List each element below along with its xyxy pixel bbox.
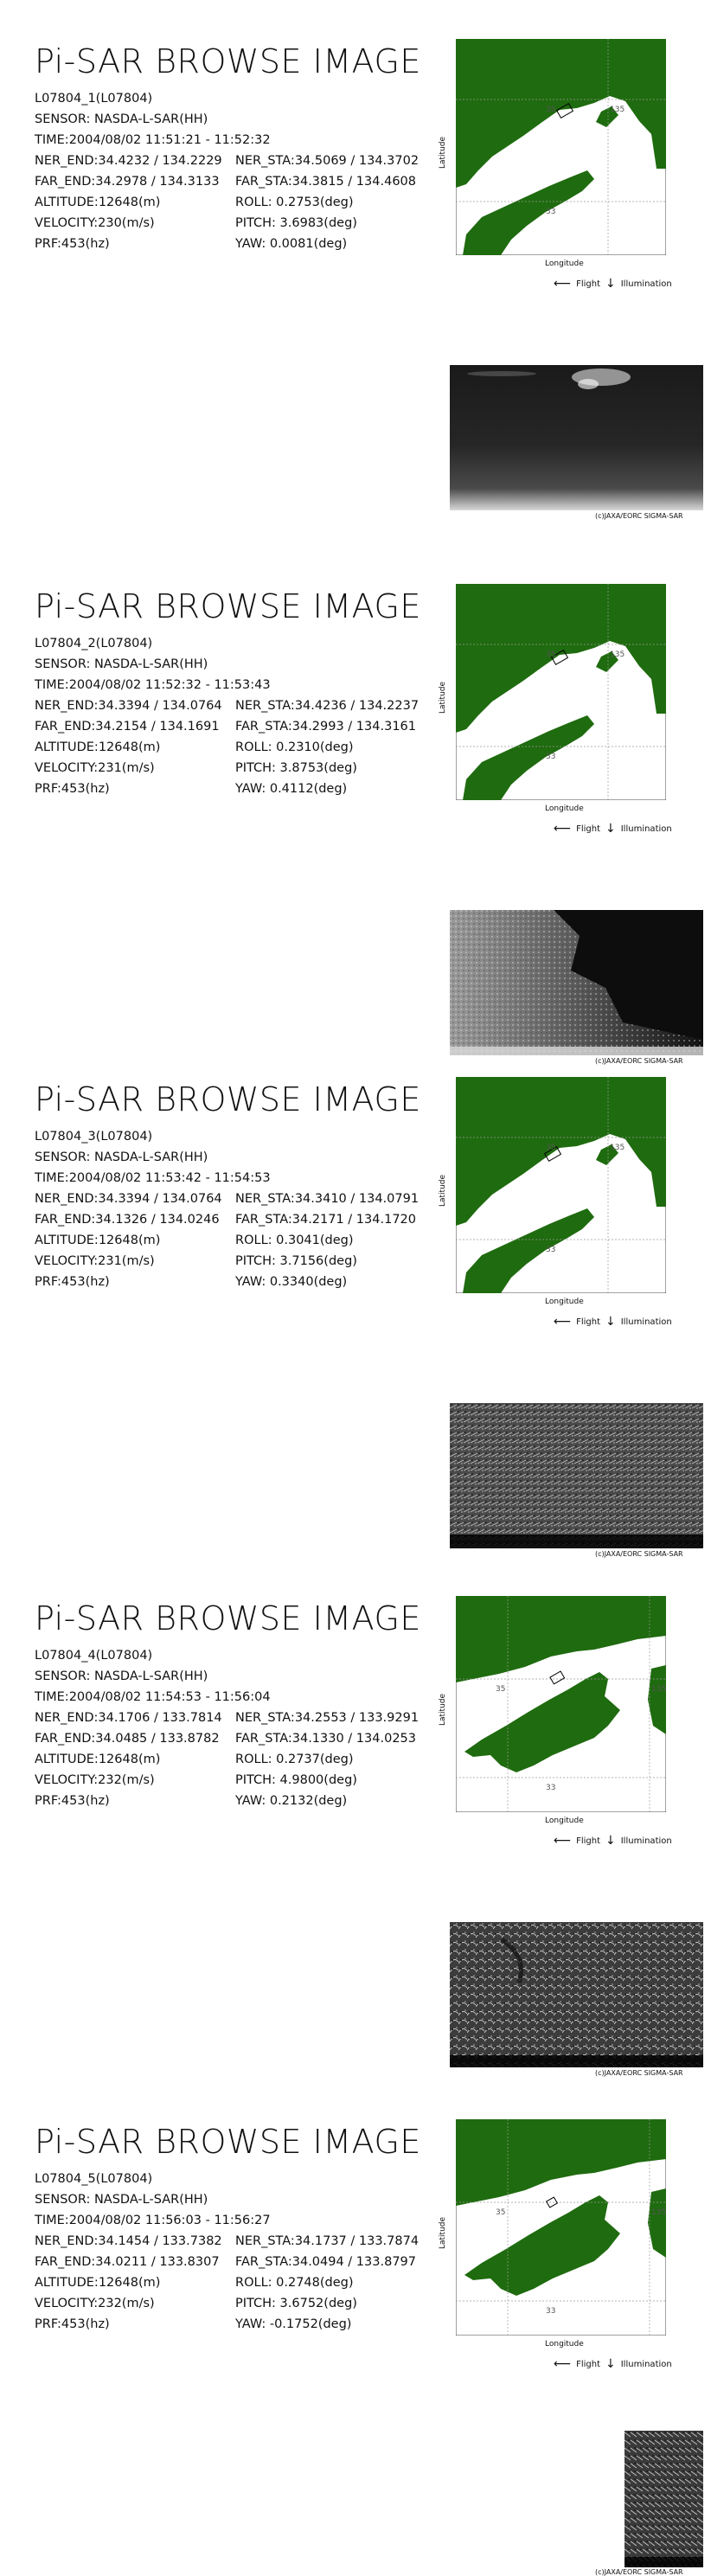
velocity: VELOCITY:230(m/s) bbox=[35, 216, 155, 230]
far-sta: FAR_STA:34.0494 / 133.8797 bbox=[235, 2255, 416, 2269]
sar-image bbox=[450, 1403, 703, 1548]
far-end: FAR_END:34.1326 / 134.0246 bbox=[35, 1213, 220, 1227]
pitch: PITCH: 3.7156(deg) bbox=[235, 1254, 357, 1268]
sensor-text: SENSOR: NASDA-L-SAR(HH) bbox=[35, 657, 208, 671]
longitude-label: Longitude bbox=[545, 1298, 584, 1306]
far-end: FAR_END:34.2154 / 134.1691 bbox=[35, 720, 220, 734]
far-end: FAR_END:34.0211 / 133.8307 bbox=[35, 2255, 220, 2269]
illumination-label: Illumination bbox=[620, 2359, 672, 2369]
altitude: ALTITUDE:12648(m) bbox=[35, 195, 161, 209]
scene-id: L07804_5(L07804) bbox=[35, 2172, 153, 2186]
ner-end: NER_END:34.1706 / 133.7814 bbox=[35, 1711, 222, 1725]
far-end: FAR_END:34.2978 / 134.3133 bbox=[35, 175, 220, 189]
flight-label: Flight bbox=[576, 2359, 600, 2369]
time-text: TIME:2004/08/02 11:54:53 - 11:56:04 bbox=[35, 1690, 271, 1704]
browse-entry-1 bbox=[0, 0, 711, 520]
illumination-label: Illumination bbox=[620, 1836, 672, 1846]
tick-135: 135 bbox=[651, 2208, 666, 2217]
arrow-left-icon: ⟵ bbox=[554, 822, 572, 836]
copyright-credit: (c)JAXA/EORC SIGMA-SAR bbox=[595, 512, 683, 520]
illumination-label: Illumination bbox=[620, 1317, 672, 1327]
sar-image bbox=[450, 910, 703, 1055]
sensor-text: SENSOR: NASDA-L-SAR(HH) bbox=[35, 112, 208, 126]
arrow-down-icon: ↓ bbox=[605, 822, 616, 836]
scene-info bbox=[35, 1126, 271, 1189]
longitude-label: Longitude bbox=[545, 2340, 584, 2349]
prf: PRF:453(hz) bbox=[35, 782, 110, 796]
sensor-text: SENSOR: NASDA-L-SAR(HH) bbox=[35, 2193, 208, 2207]
copyright-credit: (c)JAXA/EORC SIGMA-SAR bbox=[595, 1057, 683, 1065]
tick-35: 35 bbox=[496, 2208, 506, 2217]
sar-image bbox=[450, 365, 703, 510]
sar-image bbox=[625, 2431, 703, 2567]
latitude-label: Latitude bbox=[439, 2216, 447, 2249]
prf: PRF:453(hz) bbox=[35, 237, 110, 251]
yaw: YAW: 0.4112(deg) bbox=[235, 782, 348, 796]
tick-33: 33 bbox=[546, 2307, 556, 2316]
yaw: YAW: 0.2132(deg) bbox=[235, 1794, 348, 1808]
ner-sta: NER_STA:34.2553 / 133.9291 bbox=[235, 1711, 420, 1725]
browse-entry-5 bbox=[0, 2080, 711, 2576]
latitude-label: Latitude bbox=[439, 1693, 447, 1726]
scene-id: L07804_2(L07804) bbox=[35, 637, 153, 650]
far-sta: FAR_STA:34.3815 / 134.4608 bbox=[235, 175, 416, 189]
browse-entry-2 bbox=[0, 545, 711, 1065]
far-sta: FAR_STA:34.1330 / 134.0253 bbox=[235, 1732, 416, 1746]
altitude: ALTITUDE:12648(m) bbox=[35, 1753, 161, 1766]
ner-sta: NER_STA:34.4236 / 134.2237 bbox=[235, 699, 420, 713]
arrow-left-icon: ⟵ bbox=[554, 1315, 572, 1329]
sensor-text: SENSOR: NASDA-L-SAR(HH) bbox=[35, 1669, 208, 1683]
time-text: TIME:2004/08/02 11:51:21 - 11:52:32 bbox=[35, 133, 271, 147]
velocity: VELOCITY:232(m/s) bbox=[35, 1773, 155, 1787]
ner-end: NER_END:34.3394 / 134.0764 bbox=[35, 699, 222, 713]
roll: ROLL: 0.2748(deg) bbox=[235, 2276, 354, 2290]
yaw: YAW: 0.3340(deg) bbox=[235, 1275, 348, 1289]
illumination-label: Illumination bbox=[620, 279, 672, 289]
prf: PRF:453(hz) bbox=[35, 1794, 110, 1808]
flight-parameters bbox=[35, 695, 419, 799]
flight-parameters bbox=[35, 151, 419, 254]
direction-legend bbox=[554, 277, 672, 291]
velocity: VELOCITY:232(m/s) bbox=[35, 2297, 155, 2310]
page-title: Pi-SAR BROWSE IMAGE bbox=[35, 42, 421, 80]
scene-id: L07804_1(L07804) bbox=[35, 92, 153, 106]
tick-135: 135 bbox=[610, 106, 625, 114]
tick-33: 33 bbox=[546, 1246, 556, 1254]
location-map bbox=[456, 584, 666, 800]
tick-33: 33 bbox=[546, 753, 556, 761]
altitude: ALTITUDE:12648(m) bbox=[35, 740, 161, 754]
scene-info bbox=[35, 2169, 271, 2231]
yaw: YAW: -0.1752(deg) bbox=[235, 2317, 352, 2331]
arrow-down-icon: ↓ bbox=[605, 1315, 616, 1329]
tick-35: 35 bbox=[546, 1144, 556, 1152]
tick-135: 135 bbox=[610, 650, 625, 659]
direction-legend bbox=[554, 1315, 672, 1329]
tick-135: 135 bbox=[651, 1685, 666, 1694]
location-map bbox=[456, 39, 666, 255]
latitude-label: Latitude bbox=[439, 681, 447, 714]
scene-info bbox=[35, 1645, 271, 1708]
page-title: Pi-SAR BROWSE IMAGE bbox=[35, 1080, 421, 1118]
direction-legend bbox=[554, 822, 672, 836]
pitch: PITCH: 3.8753(deg) bbox=[235, 761, 357, 775]
time-text: TIME:2004/08/02 11:53:42 - 11:54:53 bbox=[35, 1171, 271, 1185]
tick-33: 33 bbox=[546, 208, 556, 216]
flight-label: Flight bbox=[576, 1317, 600, 1327]
ner-end: NER_END:34.1454 / 133.7382 bbox=[35, 2234, 222, 2248]
tick-135: 135 bbox=[610, 1144, 625, 1152]
page-title: Pi-SAR BROWSE IMAGE bbox=[35, 1599, 421, 1637]
browse-entry-3 bbox=[0, 1038, 711, 1558]
tick-35: 35 bbox=[546, 106, 556, 114]
page-title: Pi-SAR BROWSE IMAGE bbox=[35, 2123, 421, 2161]
far-end: FAR_END:34.0485 / 133.8782 bbox=[35, 1732, 220, 1746]
latitude-label: Latitude bbox=[439, 136, 447, 169]
browse-entry-4 bbox=[0, 1557, 711, 2077]
flight-parameters bbox=[35, 1708, 419, 1811]
copyright-credit: (c)JAXA/EORC SIGMA-SAR bbox=[595, 1550, 683, 1558]
tick-35: 35 bbox=[496, 1685, 506, 1694]
velocity: VELOCITY:231(m/s) bbox=[35, 1254, 155, 1268]
scene-id: L07804_3(L07804) bbox=[35, 1130, 153, 1144]
tick-33: 33 bbox=[546, 1784, 556, 1792]
altitude: ALTITUDE:12648(m) bbox=[35, 2276, 161, 2290]
latitude-label: Latitude bbox=[439, 1174, 447, 1207]
time-text: TIME:2004/08/02 11:56:03 - 11:56:27 bbox=[35, 2214, 271, 2227]
flight-label: Flight bbox=[576, 1836, 600, 1846]
ner-end: NER_END:34.4232 / 134.2229 bbox=[35, 154, 222, 168]
ner-sta: NER_STA:34.1737 / 133.7874 bbox=[235, 2234, 420, 2248]
yaw: YAW: 0.0081(deg) bbox=[235, 237, 348, 251]
far-sta: FAR_STA:34.2171 / 134.1720 bbox=[235, 1213, 416, 1227]
sar-image bbox=[450, 1922, 703, 2067]
page-title: Pi-SAR BROWSE IMAGE bbox=[35, 587, 421, 625]
arrow-down-icon: ↓ bbox=[605, 277, 616, 291]
pitch: PITCH: 4.9800(deg) bbox=[235, 1773, 357, 1787]
flight-label: Flight bbox=[576, 823, 600, 834]
pitch: PITCH: 3.6752(deg) bbox=[235, 2297, 357, 2310]
sensor-text: SENSOR: NASDA-L-SAR(HH) bbox=[35, 1150, 208, 1164]
roll: ROLL: 0.2737(deg) bbox=[235, 1753, 354, 1766]
direction-legend bbox=[554, 1834, 672, 1848]
copyright-credit: (c)JAXA/EORC SIGMA-SAR bbox=[595, 2069, 683, 2077]
roll: ROLL: 0.3041(deg) bbox=[235, 1234, 354, 1247]
time-text: TIME:2004/08/02 11:52:32 - 11:53:43 bbox=[35, 678, 271, 692]
velocity: VELOCITY:231(m/s) bbox=[35, 761, 155, 775]
ner-sta: NER_STA:34.3410 / 134.0791 bbox=[235, 1192, 420, 1206]
scene-id: L07804_4(L07804) bbox=[35, 1649, 153, 1663]
arrow-left-icon: ⟵ bbox=[554, 277, 572, 291]
copyright-credit: (c)JAXA/EORC SIGMA-SAR bbox=[595, 2568, 683, 2576]
arrow-left-icon: ⟵ bbox=[554, 2357, 572, 2371]
scene-info bbox=[35, 88, 271, 151]
arrow-down-icon: ↓ bbox=[605, 2357, 616, 2371]
far-sta: FAR_STA:34.2993 / 134.3161 bbox=[235, 720, 416, 734]
tick-35: 35 bbox=[546, 650, 556, 659]
arrow-left-icon: ⟵ bbox=[554, 1834, 572, 1848]
longitude-label: Longitude bbox=[545, 804, 584, 813]
arrow-down-icon: ↓ bbox=[605, 1834, 616, 1848]
prf: PRF:453(hz) bbox=[35, 1275, 110, 1289]
illumination-label: Illumination bbox=[620, 823, 672, 834]
scene-info bbox=[35, 633, 271, 695]
location-map bbox=[456, 1596, 666, 1812]
ner-sta: NER_STA:34.5069 / 134.3702 bbox=[235, 154, 420, 168]
direction-legend bbox=[554, 2357, 672, 2371]
location-map bbox=[456, 1077, 666, 1293]
location-map bbox=[456, 2119, 666, 2336]
pitch: PITCH: 3.6983(deg) bbox=[235, 216, 357, 230]
longitude-label: Longitude bbox=[545, 1817, 584, 1825]
flight-label: Flight bbox=[576, 279, 600, 289]
roll: ROLL: 0.2310(deg) bbox=[235, 740, 354, 754]
longitude-label: Longitude bbox=[545, 260, 584, 268]
roll: ROLL: 0.2753(deg) bbox=[235, 195, 354, 209]
altitude: ALTITUDE:12648(m) bbox=[35, 1234, 161, 1247]
prf: PRF:453(hz) bbox=[35, 2317, 110, 2331]
flight-parameters bbox=[35, 1189, 419, 1292]
ner-end: NER_END:34.3394 / 134.0764 bbox=[35, 1192, 222, 1206]
flight-parameters bbox=[35, 2231, 419, 2335]
